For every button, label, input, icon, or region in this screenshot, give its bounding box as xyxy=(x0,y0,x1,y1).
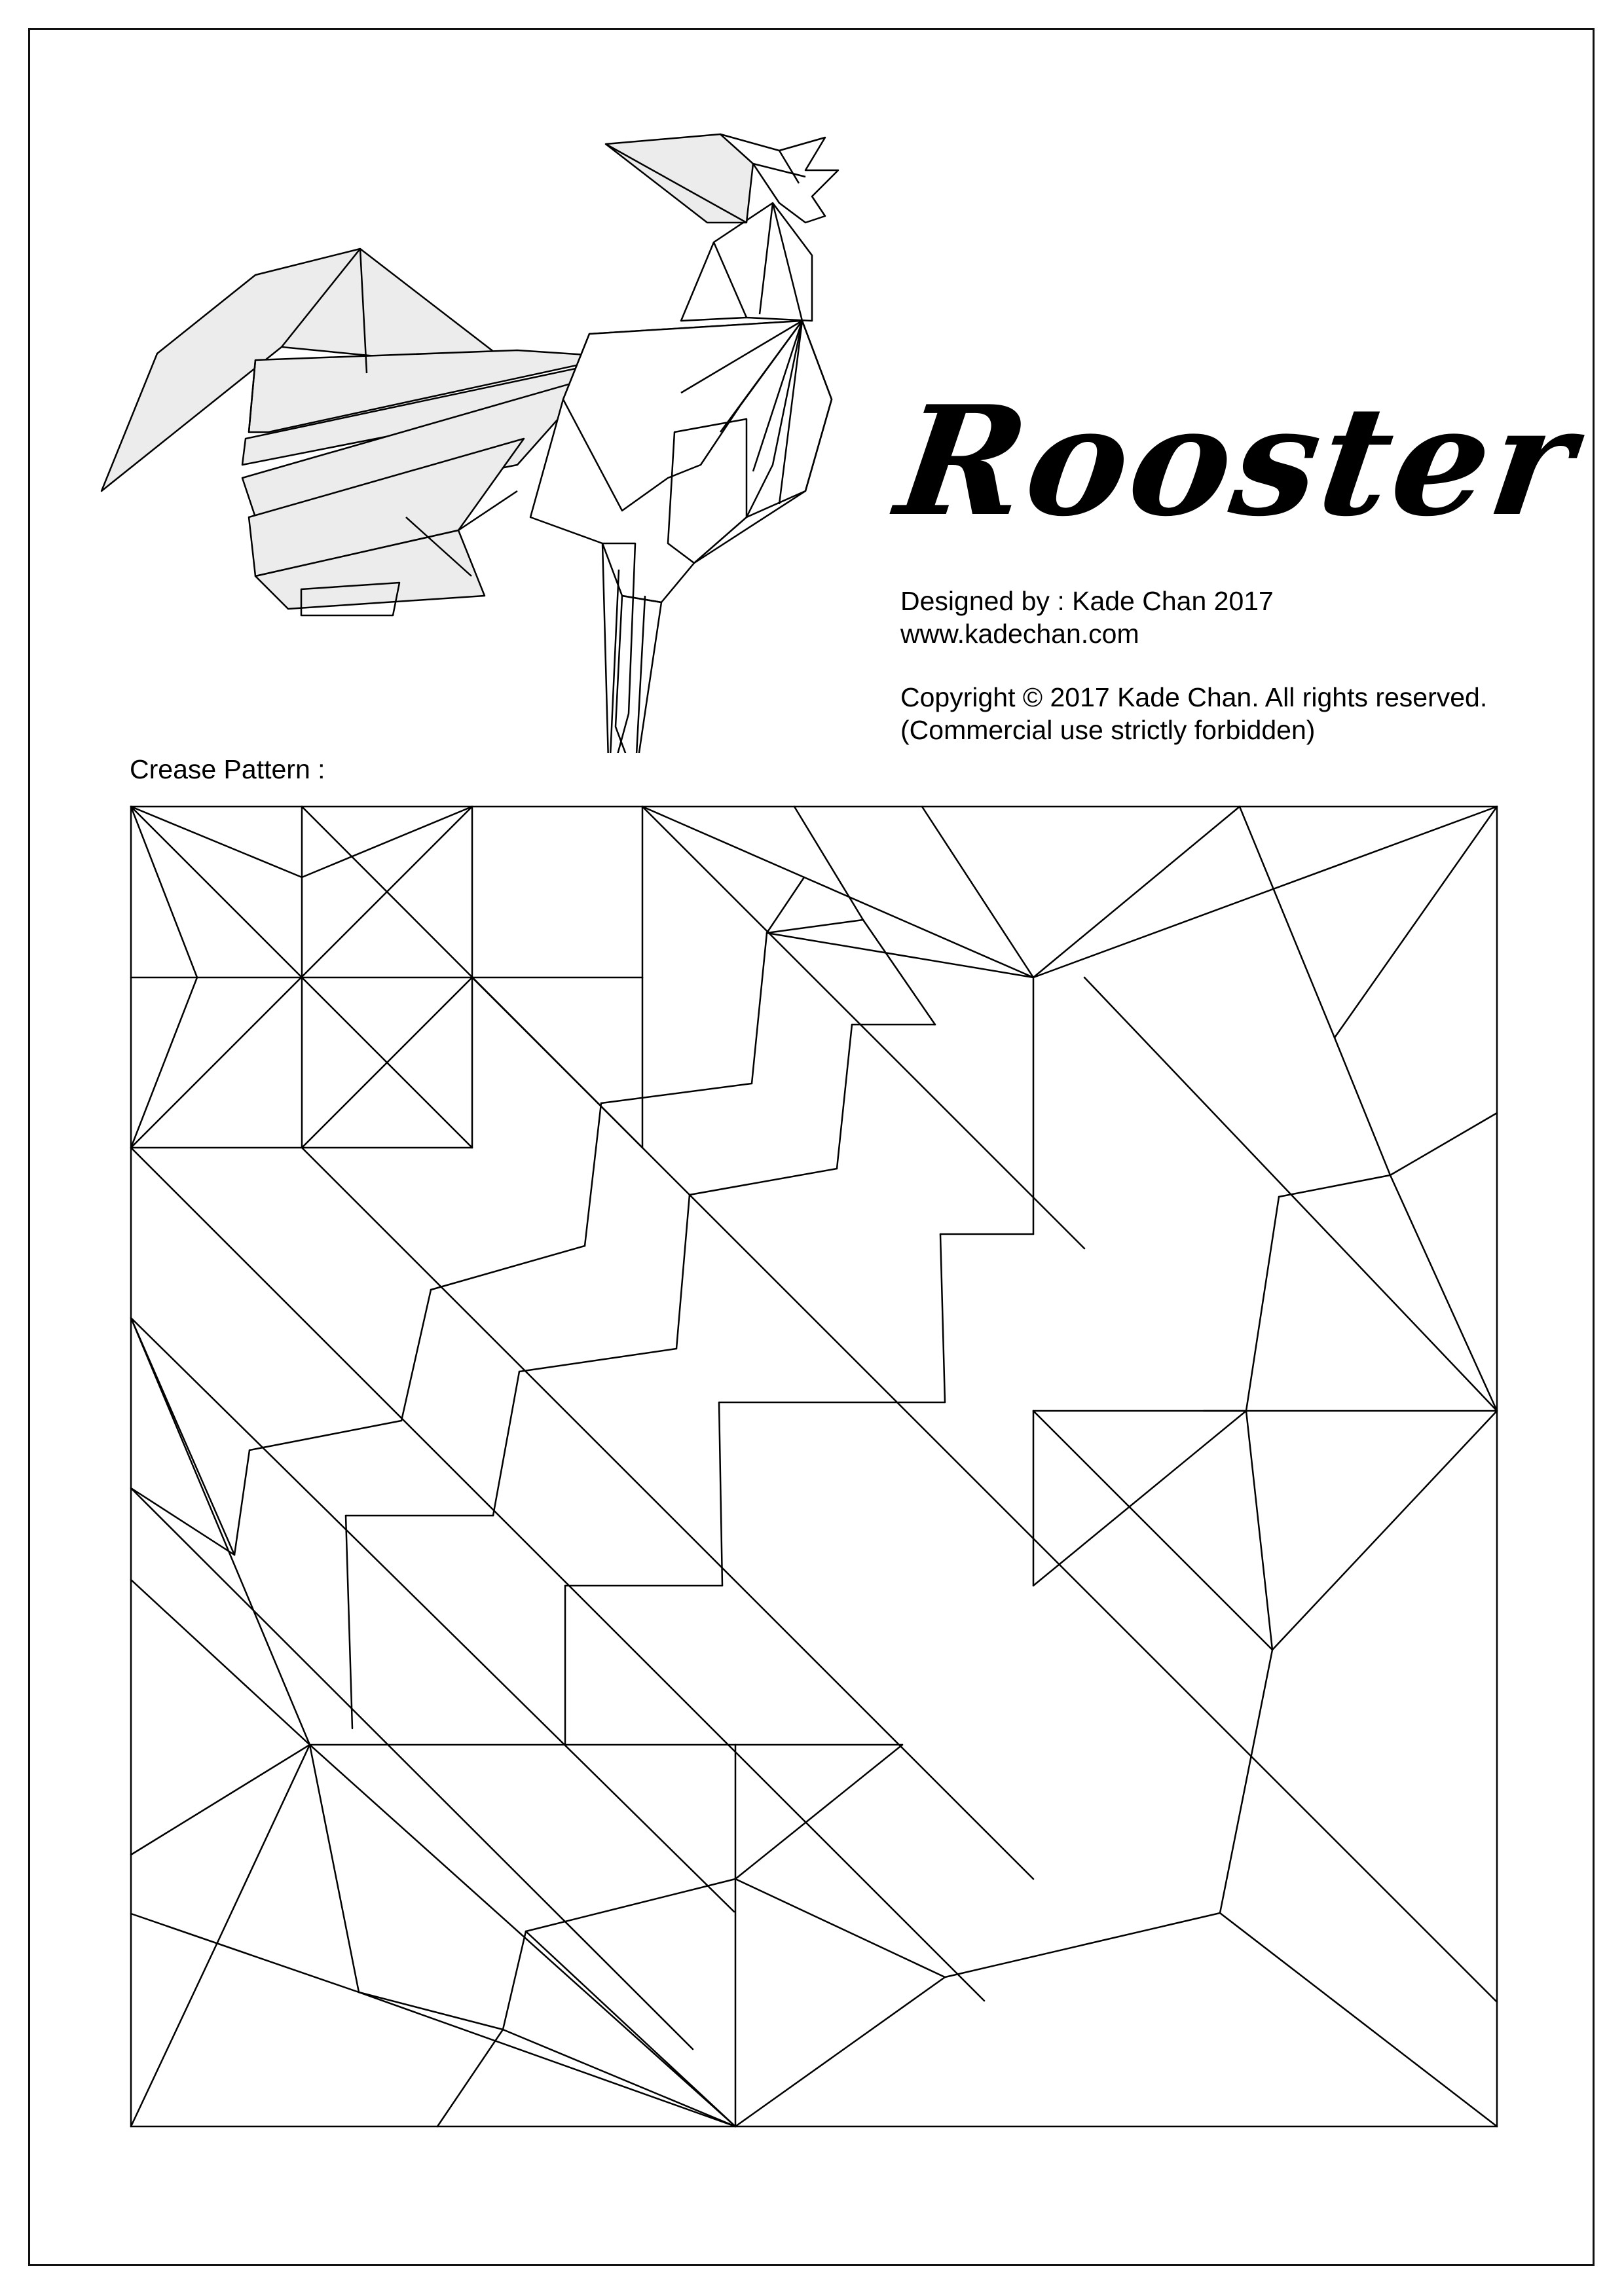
crease-pattern-label: Crease Pattern : xyxy=(130,754,325,784)
designer-credit: Designed by : Kade Chan 2017 xyxy=(900,586,1274,616)
usage-note: (Commercial use strictly forbidden) xyxy=(900,715,1316,745)
page-title: Rooster xyxy=(888,373,1587,550)
rooster-illustration xyxy=(92,124,877,753)
copyright-notice: Copyright © 2017 Kade Chan. All rights reserved. xyxy=(900,682,1488,712)
comb xyxy=(606,134,753,223)
paper-square xyxy=(131,807,1497,2126)
website-link[interactable]: www.kadechan.com xyxy=(900,619,1139,649)
crease-pattern-diagram xyxy=(130,805,1498,2128)
